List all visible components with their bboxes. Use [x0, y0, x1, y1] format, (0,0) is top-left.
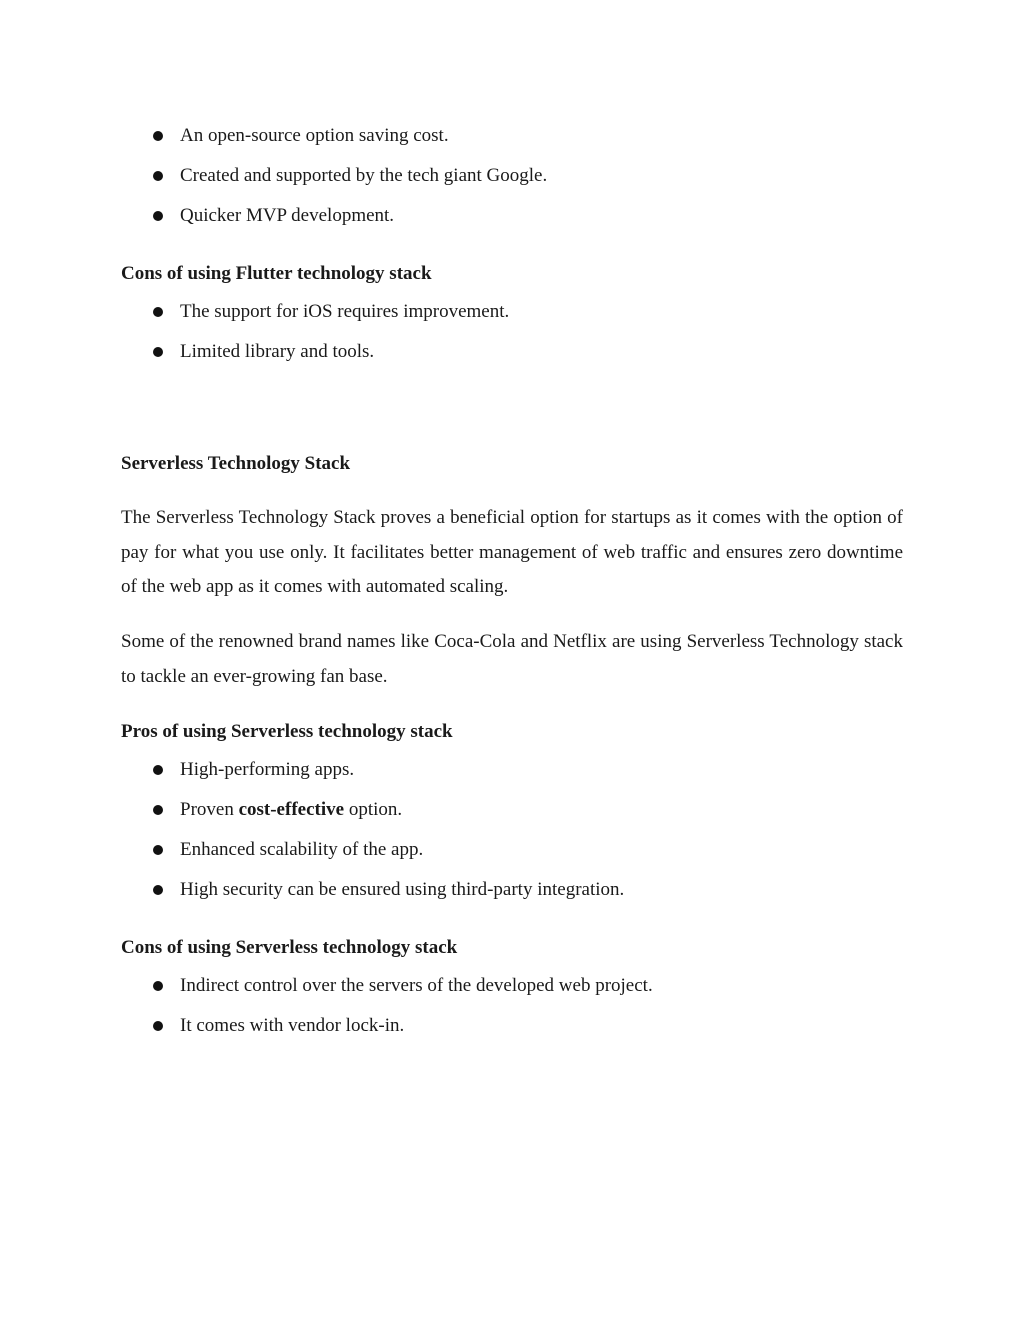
bullet-icon: [153, 981, 163, 991]
list-item: [121, 877, 624, 917]
bullet-icon: [153, 171, 163, 181]
bullet-icon: [153, 131, 163, 141]
list-item-text: An open-source option saving cost.: [180, 125, 449, 146]
serverless-paragraph-2: Some of the renowned brand names like Coca-Cola and Netflix are using Serverless Technology stack to tackle an ever-growing fan base.: [121, 631, 903, 687]
list-item: [121, 1013, 653, 1053]
bullet-icon: [153, 211, 163, 221]
list-item: [121, 757, 624, 797]
list-item-text-prefix: Proven: [180, 799, 239, 820]
list-item-text: Enhanced scalability of the app.: [180, 839, 424, 860]
flutter-cons-list: [121, 299, 509, 379]
bullet-icon: [153, 307, 163, 317]
flutter-cons-heading: Cons of using Flutter technology stack: [121, 263, 432, 284]
flutter-pros-list: [121, 123, 547, 243]
list-item-text-suffix: option.: [344, 799, 403, 820]
list-item: [121, 973, 653, 1013]
serverless-heading: Serverless Technology Stack: [121, 453, 351, 474]
list-item-text: Limited library and tools.: [180, 341, 375, 362]
serverless-cons-list: [121, 973, 653, 1053]
list-item-text: Indirect control over the servers of the developed web project.: [180, 975, 653, 996]
list-item: [121, 123, 547, 163]
list-item-text: High-performing apps.: [180, 759, 355, 780]
list-item: [121, 797, 624, 837]
serverless-pros-list: [121, 757, 624, 917]
list-item: [121, 837, 624, 877]
bullet-icon: [153, 845, 163, 855]
list-item-text-bold: cost-effective: [238, 799, 345, 820]
serverless-cons-heading: Cons of using Serverless technology stack: [121, 937, 458, 958]
bullet-icon: [153, 885, 163, 895]
serverless-paragraph-1: The Serverless Technology Stack proves a beneficial option for startups as it comes with the option of pay for what you use only. It facilitates better management of web traffic and ensures zero downtime of the web app as it comes with automated scaling.: [121, 507, 903, 597]
list-item-text: Created and supported by the tech giant Google.: [180, 165, 548, 186]
list-item: [121, 203, 547, 243]
list-item-text: The support for iOS requires improvement.: [180, 301, 510, 322]
list-item-text: High security can be ensured using third-party integration.: [180, 879, 625, 900]
list-item-text: Quicker MVP development.: [180, 205, 395, 226]
bullet-icon: [153, 1021, 163, 1031]
bullet-icon: [153, 765, 163, 775]
list-item-text: It comes with vendor lock-in.: [180, 1015, 405, 1036]
list-item: [121, 299, 509, 339]
list-item-text: [180, 799, 402, 820]
serverless-pros-heading: Pros of using Serverless technology stack: [121, 721, 453, 742]
list-item: [121, 339, 509, 379]
list-item: [121, 163, 547, 203]
bullet-icon: [153, 805, 163, 815]
bullet-icon: [153, 347, 163, 357]
